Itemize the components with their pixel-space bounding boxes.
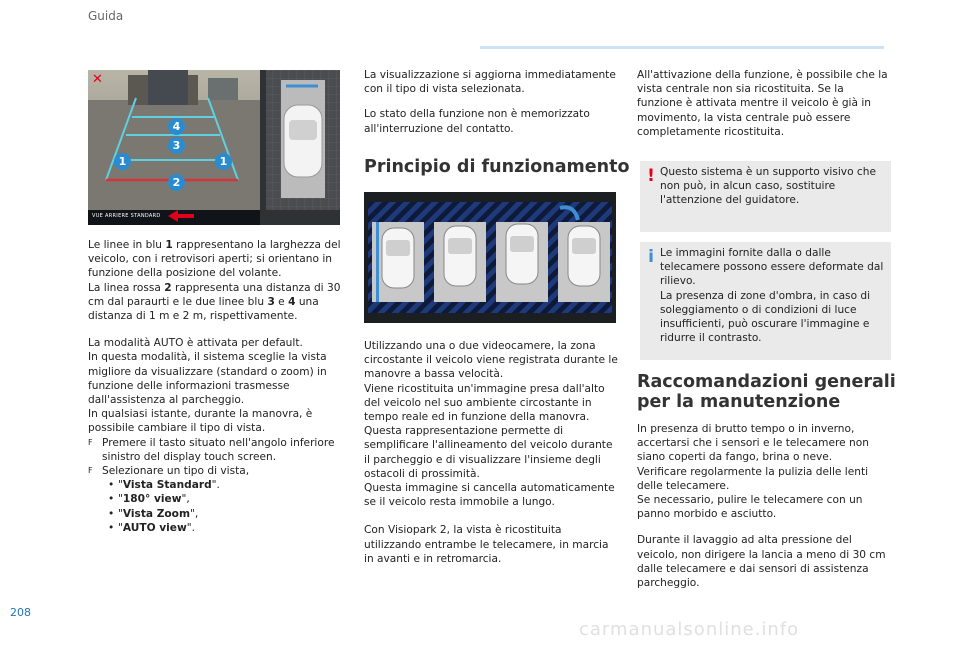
text-line: Le immagini fornite dalla o dalle telecamere possono essere deformate dal rilievo. [660,247,884,288]
instruction-item [88,464,344,478]
text-run: rappresenta una distanza di 30 cm dal paraurti e le due linee blu [88,281,341,308]
principle-paragraph [364,339,620,509]
quote: ", [181,493,190,506]
text-line: Se necessario, pulire le telecamere con un panno morbido e asciutto. [637,494,863,521]
text-line: Questa immagine si cancella automaticamente se il veicolo resta immobile a lungo. [364,482,615,509]
text-line: La modalità AUTO è attivata per default. [88,337,303,350]
panel-2 [434,222,486,302]
quote: ", [190,507,199,520]
heading-line: per la manutenzione [637,392,841,412]
panel-3 [496,222,548,302]
warning-text: Questo sistema è un supporto visivo che non può, in alcun caso, sostituire l'attenzione del guidatore. [660,166,876,207]
quote: " [118,479,123,492]
text-line: Utilizzando una o due videocamere, la zona circostante il veicolo viene registrata durante le manovre a bassa velocità. [364,340,618,381]
marker-3: 3 [168,137,185,154]
instruction-list [88,436,344,479]
view-option [118,507,344,521]
rear-camera-figure [88,70,340,225]
close-icon: ✕ [92,72,103,87]
info-text [660,246,887,345]
top-view-figure [364,192,616,323]
panel-1 [372,222,424,302]
bullet-arrow-icon: F [88,437,93,447]
section-heading-maintenance [637,372,907,412]
washing-paragraph: Durante il lavaggio ad alta pressione del veicolo, non dirigere la lancia a meno di 30 cm dalle telecamere e dai sensori di assistenza parcheggio. [637,534,886,590]
view-option-label: 180° view [122,493,182,506]
label-2: 2 [164,281,172,294]
label-4: 4 [288,295,296,308]
quote: ". [186,521,196,534]
instruction-item [88,436,344,464]
text-run: Le linee in blu [88,239,166,251]
view-option-label: AUTO view [122,521,187,534]
column-2-intro [364,68,620,136]
info-box [640,242,891,360]
column-2-body [364,339,620,566]
view-option-label: Vista Standard [122,479,212,492]
label-1: 1 [165,239,173,251]
instruction-text: Premere il tasto situato nell'angolo inferiore sinistro del display touch screen. [102,436,335,463]
text-run: rappresentano la larghezza del veicolo, con i retrovisori aperti; si orientano in funzione della posizione del volante. [88,239,341,280]
watermark: carmanualsonline.info [579,619,800,640]
warning-box [640,161,891,232]
visiopark-paragraph: Con Visiopark 2, la vista è ricostituita utilizzando entrambe le telecamere, in marcia in avanti e in retromarcia. [364,524,609,565]
activation-paragraph: All'attivazione della funzione, è possibile che la vista centrale non sia ricostituita. Se la funzione è attivata mentre il veicolo è già in movimento, la vista centrale può essere completamente ricostituita. [637,69,888,138]
instruction-text: Selezionare un tipo di vista, [102,465,250,478]
warning-icon: ! [647,166,655,186]
state-memory-text: Lo stato della funzione non è memorizzato all'interruzione del contatto. [364,108,590,135]
label-3: 3 [267,295,275,308]
view-option [118,521,344,535]
text-run: e [274,295,289,308]
text-line: La presenza di zone d'ombra, in caso di soleggiamento o di condizioni di luce insufficienti, può oscurare l'immagine e ridurre il contrasto. [660,289,871,345]
view-option [118,492,344,506]
quote: " [118,507,123,520]
page-header-bar [480,46,884,49]
page-header-title: Guida [88,9,124,23]
quote: " [118,493,123,506]
column-3-body [637,422,889,590]
marker-1-right: 1 [215,153,232,170]
quote: " [118,521,123,534]
info-icon: i [648,247,654,267]
text-line: Verificare regolarmente la pulizia delle lenti delle telecamere. [637,465,869,492]
heading-line: Raccomandazioni generali [637,372,896,392]
view-option [118,478,344,492]
column-1-text [88,238,344,535]
text-line: Questa rappresentazione permette di semplificare l'allineamento del veicolo durante il parcheggio e di visualizzare l'insieme degli ostacoli di prossimità. [364,425,613,480]
text-line: Viene ricostituita un'immagine presa dall'alto del veicolo nel suo ambiente circostante in tempo reale ed in funzione della manovra. [364,382,605,424]
marker-1-left: 1 [114,153,131,170]
page-number: 208 [10,606,31,619]
auto-mode-paragraph [88,336,344,435]
arrow-left-icon [166,208,196,222]
marker-2: 2 [168,174,185,191]
view-caption: VUE ARRIERE STANDARD [92,213,161,219]
lines-description [88,238,344,323]
rear-camera-illustration [88,70,340,225]
maintenance-paragraph [637,422,889,521]
text-run: La linea rossa [88,281,165,294]
text-line: In presenza di brutto tempo o in inverno, accertarsi che i sensori e le telecamere non siano coperti da fango, brina o neve. [637,423,869,464]
bullet-arrow-icon: F [88,466,93,476]
view-option-label: Vista Zoom [122,507,191,520]
text-line: In questa modalità, il sistema sceglie la vista migliore da visualizzare (standard o zoom) in funzione delle informazioni trasmesse dall'assistenza al parcheggio. [88,351,327,407]
view-update-text: La visualizzazione si aggiorna immediatamente con il tipo di vista selezionata. [364,69,616,96]
quote: ". [211,479,220,492]
top-view-illustration [364,192,616,323]
text-line: In qualsiasi istante, durante la manovra, è possibile cambiare il tipo di vista. [88,408,313,435]
view-options-list [88,478,344,535]
text-run: una distanza di 1 m e 2 m, rispettivamente. [88,295,319,323]
section-heading-principle: Principio di funzionamento [364,157,630,177]
marker-4: 4 [168,118,185,135]
